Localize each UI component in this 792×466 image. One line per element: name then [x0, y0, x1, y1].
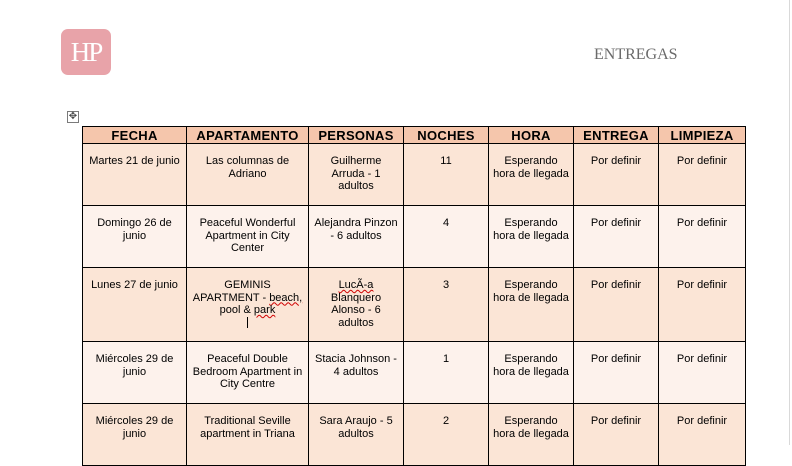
entregas-table — [82, 126, 746, 466]
document-title: ENTREGAS — [594, 46, 678, 63]
cell-noches[interactable]: 1 — [404, 342, 489, 404]
table-row — [83, 268, 746, 342]
cell-limpieza[interactable]: Por definir — [659, 144, 746, 206]
cell-personas[interactable]: Alejandra Pinzon - 6 adultos — [309, 206, 404, 268]
cell-apartamento[interactable]: Traditional Seville apartment in Triana — [187, 404, 309, 466]
cell-personas[interactable] — [309, 268, 404, 342]
cell-personas[interactable]: Sara Araujo - 5 adultos — [309, 404, 404, 466]
cell-fecha[interactable]: Domingo 26 de junio — [83, 206, 187, 268]
spellcheck-word: beach, — [269, 291, 303, 304]
table-move-handle-icon[interactable]: ✥ — [68, 111, 78, 122]
header-noches[interactable]: NOCHES — [404, 127, 489, 144]
guest-text: Blanquero Alonso - 6 adultos — [330, 291, 382, 329]
hp-logo: HP — [61, 29, 111, 75]
table-row — [83, 342, 746, 404]
cell-entrega[interactable]: Por definir — [574, 404, 659, 466]
cell-entrega[interactable]: Por definir — [574, 206, 659, 268]
header-hora[interactable]: HORA — [489, 127, 574, 144]
table-row — [83, 144, 746, 206]
cell-fecha[interactable]: Miércoles 29 de junio — [83, 342, 187, 404]
spellcheck-word: LucÃ-a — [338, 279, 374, 291]
cell-entrega[interactable]: Por definir — [574, 268, 659, 342]
table-header-row — [83, 127, 746, 144]
header-limpieza[interactable]: LIMPIEZA — [659, 127, 746, 144]
cell-entrega[interactable]: Por definir — [574, 144, 659, 206]
header-apartamento[interactable]: APARTAMENTO — [187, 127, 309, 144]
cell-hora[interactable]: Esperando hora de llegada — [489, 342, 574, 404]
spellcheck-word: park — [253, 304, 276, 317]
cell-hora[interactable]: Esperando hora de llegada — [489, 206, 574, 268]
table-row — [83, 404, 746, 466]
cell-noches[interactable]: 4 — [404, 206, 489, 268]
cell-personas[interactable]: Stacia Johnson - 4 adultos — [309, 342, 404, 404]
cell-apartamento[interactable]: Peaceful Wonderful Apartment in City Center — [187, 206, 309, 268]
header-personas[interactable]: PERSONAS — [309, 127, 404, 144]
cell-fecha[interactable]: Miércoles 29 de junio — [83, 404, 187, 466]
page-edge — [789, 0, 790, 445]
cell-hora[interactable]: Esperando hora de llegada — [489, 144, 574, 206]
apartment-text: GEMINIS APARTMENT - — [192, 279, 271, 304]
apartment-text: pool & — [219, 304, 254, 317]
cell-limpieza[interactable]: Por definir — [659, 268, 746, 342]
cell-noches[interactable]: 2 — [404, 404, 489, 466]
cell-apartamento[interactable]: Peaceful Double Bedroom Apartment in City Centre — [187, 342, 309, 404]
cell-fecha[interactable]: Martes 21 de junio — [83, 144, 187, 206]
cell-entrega[interactable]: Por definir — [574, 342, 659, 404]
cell-limpieza[interactable]: Por definir — [659, 206, 746, 268]
cell-limpieza[interactable]: Por definir — [659, 404, 746, 466]
header-fecha[interactable]: FECHA — [83, 127, 187, 144]
cell-apartamento[interactable]: Las columnas de Adriano — [187, 144, 309, 206]
cell-personas[interactable]: Guilherme Arruda - 1 adultos — [309, 144, 404, 206]
cell-noches[interactable]: 3 — [404, 268, 489, 342]
cell-limpieza[interactable]: Por definir — [659, 342, 746, 404]
cell-fecha[interactable]: Lunes 27 de junio — [83, 268, 187, 342]
cell-noches[interactable]: 11 — [404, 144, 489, 206]
cell-apartamento[interactable] — [187, 268, 309, 342]
header-entrega[interactable]: ENTREGA — [574, 127, 659, 144]
table-row — [83, 206, 746, 268]
cell-hora[interactable]: Esperando hora de llegada — [489, 404, 574, 466]
text-cursor — [247, 317, 248, 328]
cell-hora[interactable]: Esperando hora de llegada — [489, 268, 574, 342]
